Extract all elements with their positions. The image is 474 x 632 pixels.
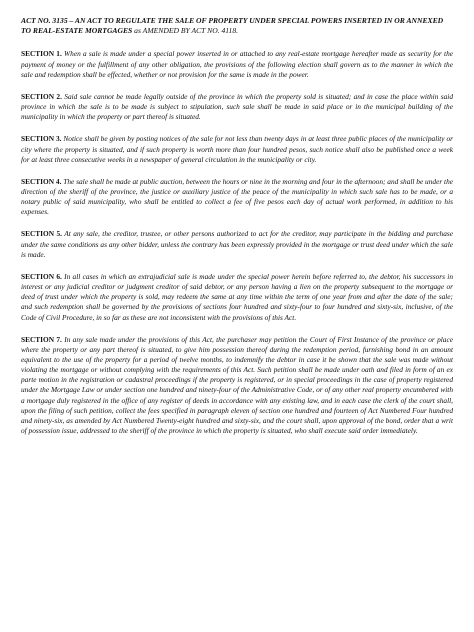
section-heading: SECTION 7. [21, 334, 62, 344]
section-heading: SECTION 6. [21, 271, 62, 281]
section-text: At any sale, the creditor, trustee, or other persons authorized to act for the creditor, may participate in the bidding and purchase under the same conditions as any other bidder, unless the contrary has been expressly provided in the mortgage or trust deed under which the sale is made. [21, 229, 454, 259]
section-text: The sale shall be made at public auction, between the hours or nine in the morning and four in the afternoon; and shall be under the direction of the sheriff of the province, the justice or auxiliary justice of the peace of the municipality in which such sale has to be made, or a notary public of said municipality, who shall be entitled to collect a fee of five pesos each day of actual work performed, in addition to his expenses. [21, 176, 454, 217]
section-3 [21, 134, 453, 164]
section-text: In all cases in which an extrajudicial sale is made under the special power herein before referred to, the debtor, his successors in interest or any judicial creditor or judgment creditor of said debtor, or any person having a lien on the property subsequent to the mortgage or deed of trust under which the property is sold, may redeem the same at any time within the term of one year from and after the date of the sale; and such redemption shall be governed by the provisions of sections four hundred and sixty-four to four hundred and sixty-six, inclusive, of the Code of Civil Procedure, in so far as these are not inconsistent with the provisions of this Act. [21, 271, 454, 322]
section-heading: SECTION 2. [21, 91, 62, 101]
section-heading: SECTION 1. [21, 49, 62, 59]
section-1 [21, 49, 453, 79]
section-text: In any sale made under the provisions of this Act, the purchaser may petition the Court of First Instance of the province or place where the property or any part thereof is situated, to give him possession thereof during the redemption period, furnishing bond in an amount equivalent to the use of the property for a period of twelve months, to indemnify the debtor in case it be shown that the sale was made without violating the mortgage or without complying with the requirements of this Act. Such petition shall be made under oath and filed in form of an ex parte motion in the registration or cadastral proceedings if the property is registered, or in special proceedings in the case of property registered under the Mortgage Law or under section one hundred and ninety-four of the Administrative Code, or of any other real property encumbered with a mortgage duly registered in the office of any register of deeds in accordance with any existing law, and in each case the clerk of the court shall, upon the filing of such petition, collect the fees specified in paragraph eleven of section one hundred and fourteen of Act Numbered Four hundred and ninety-six, as amended by Act Numbered Twenty-eight hundred and sixty-six, and the court shall, upon approval of the bond, order that a writ of possession issue, addressed to the sheriff of the province in which the property is situated, who shall execute said order immediately. [21, 334, 453, 436]
section-6 [21, 272, 453, 323]
section-5 [21, 229, 453, 259]
section-2 [21, 92, 453, 122]
title-main: ACT NO. 3135 – AN ACT TO REGULATE THE SALE OF PROPERTY UNDER SPECIAL POWERS INSERTED IN OR ANNEXED TO REAL-ESTATE MORTGAGES [21, 16, 444, 36]
section-text: Notice shall be given by posting notices of the sale for not less than twenty days in at least three public places of the municipality or city where the property is situated, and if such property is worth more than four hundred pesos, such notice shall also be published once a week for at least three consecutive weeks in a newspaper of general circulation in the municipality or city. [21, 134, 454, 164]
section-heading: SECTION 5. [21, 229, 62, 239]
section-heading: SECTION 3. [21, 134, 62, 144]
section-text: Said sale cannot be made legally outside of the province in which the property sold is situated; and in case the place within said province in which the sale is to be made is subject to stipulation, such sale shall be made in said place or in the municipal building of the municipality in which the property or part thereof is situated. [21, 91, 453, 122]
section-heading: SECTION 4. [21, 176, 62, 186]
section-7 [21, 335, 453, 437]
section-text: When a sale is made under a special power inserted in or attached to any real-estate mortgage hereafter made as security for the payment of money or the fulfillment of any other obligation, the provisions of the following election shall govern as to the manner in which the sale and redemption shall be effected, whether or not provision for the same is made in the power. [21, 49, 454, 79]
title-amended: as AMENDED BY ACT NO. 4118. [132, 26, 239, 36]
section-4 [21, 177, 453, 218]
document-title [21, 16, 453, 36]
